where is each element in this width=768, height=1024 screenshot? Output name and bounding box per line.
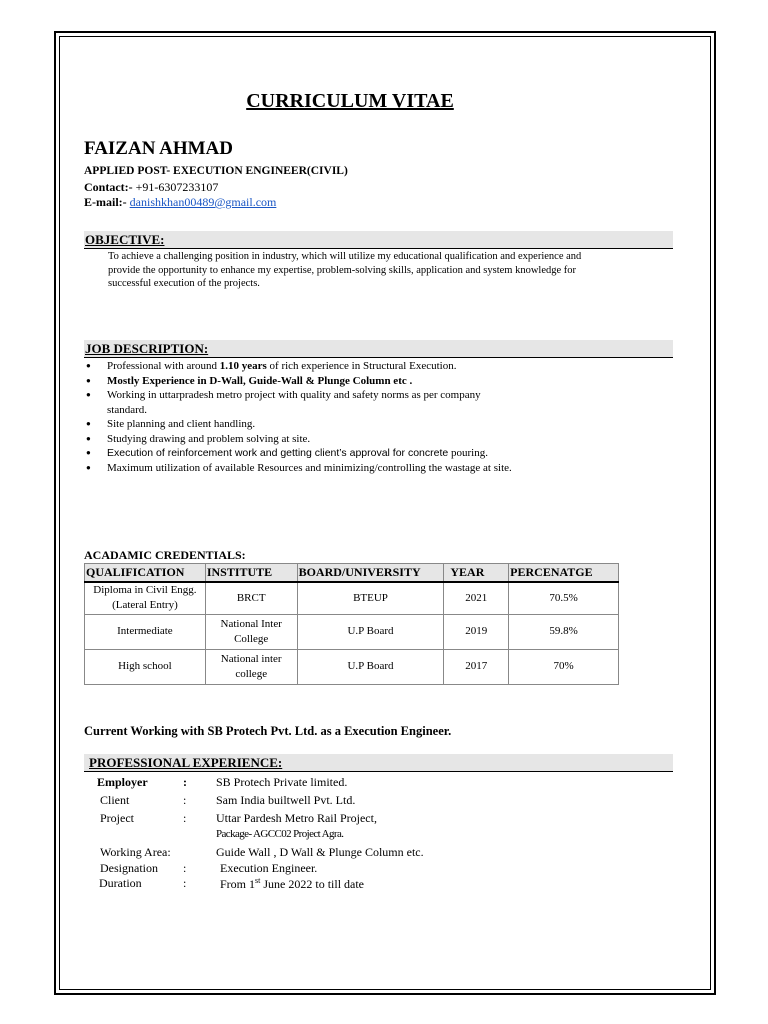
- working-area-value: Guide Wall , D Wall & Plunge Column etc.: [216, 845, 424, 859]
- current-working-statement: Current Working with SB Protech Pvt. Ltd. as a Execution Engineer.: [84, 724, 452, 738]
- objective-text: To achieve a challenging position in industry, which will utilize my educational qualification and experience and provide the opportunity to enhance my expertise, problem-solving skills, application and system knowledge for successful execution of the projects.: [108, 251, 582, 289]
- table-cell: U.P Board: [297, 649, 444, 684]
- project-value: Uttar Pardesh Metro Rail Project,: [216, 811, 377, 825]
- email-link[interactable]: danishkhan00489@gmail.com: [129, 195, 277, 209]
- table-header-row: [85, 564, 619, 583]
- list-item: ● Professional with around 1.10 years of rich experience in Structural Execution.: [84, 359, 604, 374]
- employer-colon: :: [183, 775, 187, 789]
- contact-label: Contact:-: [84, 180, 133, 194]
- table-cell: 70.5%: [509, 582, 619, 614]
- column-header: YEAR: [444, 564, 509, 583]
- list-item: ● Working in uttarpradesh metro project with quality and safety norms as per company standard.: [84, 388, 507, 417]
- list-item: ● Execution of reinforcement work and getting client’s approval for concrete pouring.: [84, 446, 604, 461]
- column-header: INSTITUTE: [205, 564, 297, 583]
- objective-section-header: OBJECTIVE:: [84, 231, 673, 249]
- candidate-name: FAIZAN AHMAD: [84, 138, 234, 159]
- list-item: ● Maximum utilization of available Resources and minimizing/controlling the wastage at site.: [84, 461, 567, 476]
- client-label: Client: [100, 793, 130, 807]
- client-value: Sam India builtwell Pvt. Ltd.: [216, 793, 356, 807]
- designation-colon: :: [183, 861, 187, 875]
- applied-post: APPLIED POST- EXECUTION ENGINEER(CIVIL): [84, 165, 348, 177]
- column-header: BOARD/UNIVERSITY: [297, 564, 444, 583]
- project-colon: :: [183, 811, 187, 825]
- list-item: ● Studying drawing and problem solving at site.: [84, 432, 604, 447]
- list-item: ● Mostly Experience in D-Wall, Guide-Wall & Plunge Column etc .: [84, 374, 604, 389]
- working-area-label: Working Area:: [100, 845, 171, 859]
- duration-label: Duration: [99, 876, 142, 890]
- table-cell: 2019: [444, 614, 509, 649]
- table-cell: National Inter College: [205, 614, 297, 649]
- job-description-list: [84, 359, 604, 475]
- academic-table: [84, 563, 619, 685]
- email-label: E-mail:-: [84, 195, 127, 209]
- job-description-section-header: JOB DESCRIPTION:: [84, 340, 673, 358]
- column-header: PERCENATGE: [509, 564, 619, 583]
- table-cell: 70%: [509, 649, 619, 684]
- table-cell: Diploma in Civil Engg.(Lateral Entry): [85, 582, 206, 614]
- package-value: Package- AGCC02 Project Agra.: [216, 828, 344, 840]
- employer-value: SB Protech Private limited.: [216, 775, 348, 789]
- table-cell: U.P Board: [297, 614, 444, 649]
- duration-value: From 1st June 2022 to till date: [220, 876, 365, 891]
- table-cell: 2021: [444, 582, 509, 614]
- table-cell: BTEUP: [297, 582, 444, 614]
- duration-colon: :: [183, 876, 187, 890]
- table-cell: 2017: [444, 649, 509, 684]
- table-cell: High school: [85, 649, 206, 684]
- designation-value: Execution Engineer.: [220, 861, 318, 875]
- table-cell: National inter college: [205, 649, 297, 684]
- contact-value: +91-6307233107: [132, 180, 219, 194]
- client-colon: :: [183, 793, 187, 807]
- professional-experience-section-header: PROFESSIONAL EXPERIENCE:: [84, 754, 673, 772]
- column-header: QUALIFICATION: [85, 564, 206, 583]
- academic-heading: ACADAMIC CREDENTIALS:: [84, 548, 246, 562]
- table-cell: BRCT: [205, 582, 297, 614]
- document-title: CURRICULUM VITAE: [246, 90, 454, 112]
- table-row: [85, 614, 619, 649]
- table-cell: 59.8%: [509, 614, 619, 649]
- designation-label: Designation: [100, 861, 158, 875]
- email-line: [84, 195, 276, 210]
- table-row: [85, 582, 619, 614]
- table-row: [85, 649, 619, 684]
- table-cell: Intermediate: [85, 614, 206, 649]
- employer-label: Employer: [97, 775, 148, 789]
- list-item: ● Site planning and client handling.: [84, 417, 604, 432]
- project-label: Project: [100, 811, 134, 825]
- contact-line: [84, 180, 218, 195]
